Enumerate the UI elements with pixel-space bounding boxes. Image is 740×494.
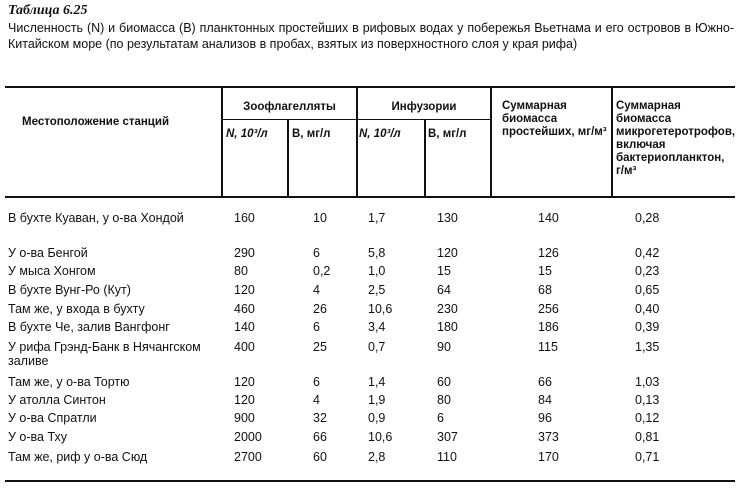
cell-zoo-n: 290 xyxy=(234,246,255,260)
header-zoo-n: N, 10³/л xyxy=(226,128,268,140)
cell-total-protozoa: 373 xyxy=(538,430,559,444)
header-infusoria: Инфузории xyxy=(391,101,457,113)
cell-zoo-n: 900 xyxy=(234,411,255,425)
cell-inf-n: 1,4 xyxy=(368,375,386,389)
cell-zoo-b: 10 xyxy=(313,211,327,225)
header-inf-b: B, мг/л xyxy=(428,128,467,140)
header-total-protozoa: Суммарная биомасса простейших, мг/м³ xyxy=(502,100,607,138)
cell-zoo-b: 60 xyxy=(313,450,327,464)
cell-zoo-n: 2700 xyxy=(234,450,262,464)
cell-inf-n: 10,6 xyxy=(368,302,393,316)
cell-inf-b: 90 xyxy=(437,340,451,354)
header-zooflagellates: Зоофлагелляты xyxy=(243,101,336,113)
cell-zoo-b: 32 xyxy=(313,411,327,425)
cell-station: В бухте Куаван, у о-ва Хондой xyxy=(8,211,184,225)
cell-inf-n: 1,9 xyxy=(368,393,386,407)
cell-total-micro: 1,35 xyxy=(635,340,660,354)
cell-station: У рифа Грэнд-Банк в Нячангском заливе xyxy=(8,340,201,368)
table-top-rule xyxy=(5,86,735,88)
cell-total-micro: 0,12 xyxy=(635,411,660,425)
cell-total-protozoa: 126 xyxy=(538,246,559,260)
cell-zoo-n: 460 xyxy=(234,302,255,316)
cell-inf-b: 120 xyxy=(437,246,458,260)
cell-inf-n: 2,5 xyxy=(368,283,386,297)
cell-station: У атолла Синтон xyxy=(8,393,106,407)
cell-zoo-n: 140 xyxy=(234,320,255,334)
col-divider-4 xyxy=(424,120,426,197)
cell-total-protozoa: 15 xyxy=(538,264,552,278)
cell-total-micro: 0,40 xyxy=(635,302,660,316)
table-label: Таблица 6.25 xyxy=(8,3,88,18)
cell-inf-b: 6 xyxy=(437,411,444,425)
cell-total-protozoa: 96 xyxy=(538,411,552,425)
cell-station: Там же, у о-ва Тортю xyxy=(8,375,130,389)
cell-inf-b: 307 xyxy=(437,430,458,444)
cell-inf-n: 5,8 xyxy=(368,246,386,260)
cell-station: У о-ва Бенгой xyxy=(8,246,88,260)
cell-station: У о-ва Тху xyxy=(8,430,68,444)
cell-total-protozoa: 84 xyxy=(538,393,552,407)
cell-inf-b: 230 xyxy=(437,302,458,316)
cell-inf-b: 15 xyxy=(437,264,451,278)
header-inf-n: N, 10³/л xyxy=(359,128,401,140)
cell-zoo-b: 26 xyxy=(313,302,327,316)
cell-inf-n: 2,8 xyxy=(368,450,386,464)
cell-total-micro: 0,23 xyxy=(635,264,660,278)
cell-inf-n: 1,7 xyxy=(368,211,386,225)
cell-station: Там же, у входа в бухту xyxy=(8,302,145,316)
cell-zoo-n: 120 xyxy=(234,375,255,389)
cell-inf-b: 80 xyxy=(437,393,451,407)
cell-zoo-n: 120 xyxy=(234,283,255,297)
cell-total-micro: 0,39 xyxy=(635,320,660,334)
cell-station: У о-ва Спратли xyxy=(8,411,97,425)
cell-inf-n: 3,4 xyxy=(368,320,386,334)
cell-zoo-n: 2000 xyxy=(234,430,262,444)
cell-zoo-b: 6 xyxy=(313,375,320,389)
cell-zoo-b: 25 xyxy=(313,340,327,354)
col-divider-6 xyxy=(611,87,613,197)
header-zoo-b: B, мг/л xyxy=(292,128,331,140)
table-bottom-rule xyxy=(5,480,735,482)
cell-station: Там же, риф у о-ва Сюд xyxy=(8,450,148,464)
cell-inf-b: 60 xyxy=(437,375,451,389)
cell-inf-n: 0,7 xyxy=(368,340,386,354)
cell-total-micro: 0,28 xyxy=(635,211,660,225)
cell-total-protozoa: 66 xyxy=(538,375,552,389)
cell-zoo-n: 120 xyxy=(234,393,255,407)
cell-station: У мыса Хонгом xyxy=(8,264,96,278)
cell-zoo-b: 4 xyxy=(313,283,320,297)
cell-inf-b: 130 xyxy=(437,211,458,225)
cell-total-protozoa: 115 xyxy=(538,340,558,354)
cell-inf-n: 10,6 xyxy=(368,430,393,444)
cell-total-micro: 0,42 xyxy=(635,246,660,260)
cell-inf-n: 1,0 xyxy=(368,264,386,278)
cell-zoo-b: 66 xyxy=(313,430,327,444)
table-caption: Численность (N) и биомасса (B) планктонных простейших в рифовых водах у побережья Вьетнама и его островов в Южно-Китайском море (по результатам анализов в пробах, взятых из поверхностного слоя у края рифа) xyxy=(8,21,734,51)
cell-total-micro: 0,65 xyxy=(635,283,660,297)
cell-zoo-n: 80 xyxy=(234,264,248,278)
cell-total-micro: 0,81 xyxy=(635,430,660,444)
header-bottom-rule xyxy=(5,196,735,198)
col-divider-2 xyxy=(287,120,289,197)
cell-inf-b: 180 xyxy=(437,320,458,334)
cell-total-micro: 0,13 xyxy=(635,393,660,407)
cell-inf-b: 110 xyxy=(437,450,457,464)
cell-zoo-n: 400 xyxy=(234,340,255,354)
cell-total-protozoa: 256 xyxy=(538,302,559,316)
header-station: Местоположение станций xyxy=(22,116,170,128)
cell-inf-n: 0,9 xyxy=(368,411,386,425)
cell-zoo-b: 4 xyxy=(313,393,320,407)
cell-total-micro: 1,03 xyxy=(635,375,660,389)
cell-station: В бухте Вунг-Ро (Кут) xyxy=(8,283,131,297)
cell-zoo-n: 160 xyxy=(234,211,255,225)
cell-total-protozoa: 186 xyxy=(538,320,559,334)
cell-station: В бухте Че, залив Вангфонг xyxy=(8,320,170,334)
header-total-micro: Суммарная биомасса микрогетеротрофов, включая бактериопланктон, г/м³ xyxy=(616,100,736,177)
cell-total-protozoa: 68 xyxy=(538,283,552,297)
cell-total-protozoa: 140 xyxy=(538,211,559,225)
cell-zoo-b: 0,2 xyxy=(313,264,331,278)
cell-zoo-b: 6 xyxy=(313,320,320,334)
cell-inf-b: 64 xyxy=(437,283,451,297)
cell-total-protozoa: 170 xyxy=(538,450,559,464)
cell-zoo-b: 6 xyxy=(313,246,320,260)
cell-total-micro: 0,71 xyxy=(635,450,660,464)
group-underline-zoo xyxy=(222,119,357,120)
